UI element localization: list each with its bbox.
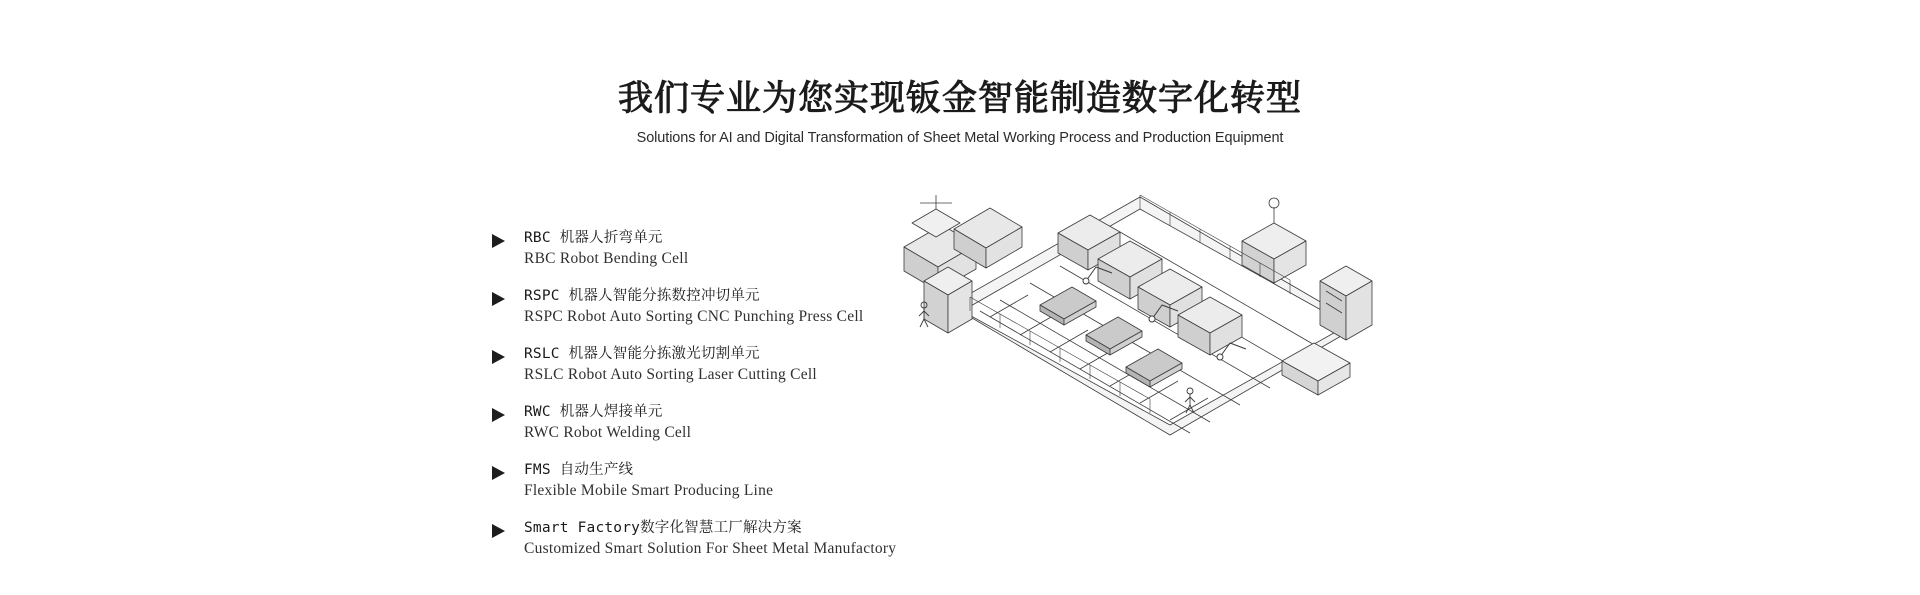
triangle-right-icon	[492, 292, 505, 306]
list-item[interactable]	[492, 402, 922, 443]
list-item[interactable]	[492, 286, 922, 327]
list-item-label-cn: RBC 机器人折弯单元	[524, 230, 663, 246]
list-item[interactable]	[492, 228, 922, 269]
list-item[interactable]	[492, 344, 922, 385]
list-item-label-cn: RSLC 机器人智能分拣激光切割单元	[524, 346, 760, 362]
list-item-label-en: Customized Smart Solution For Sheet Metal Manufactory	[524, 540, 897, 557]
list-item-label-cn: Smart Factory数字化智慧工厂解决方案	[524, 520, 802, 536]
list-item-label-en: RSLC Robot Auto Sorting Laser Cutting Cell	[524, 366, 817, 383]
list-item-label-en: RWC Robot Welding Cell	[524, 424, 692, 441]
feature-list	[492, 228, 922, 559]
triangle-right-icon	[492, 524, 505, 538]
list-item[interactable]	[492, 518, 922, 559]
triangle-right-icon	[492, 234, 505, 248]
list-item-label-cn: RWC 机器人焊接单元	[524, 404, 663, 420]
page-title: 我们专业为您实现钣金智能制造数字化转型	[617, 79, 1302, 118]
list-item-label-cn: RSPC 机器人智能分拣数控冲切单元	[524, 288, 760, 304]
factory-line-illustration	[890, 185, 1450, 445]
list-item-label-en: RSPC Robot Auto Sorting CNC Punching Press Cell	[524, 308, 864, 325]
triangle-right-icon	[492, 408, 505, 422]
header	[0, 78, 1920, 147]
list-item[interactable]	[492, 460, 922, 501]
list-item-label-en: RBC Robot Bending Cell	[524, 250, 689, 267]
list-item-label-en: Flexible Mobile Smart Producing Line	[524, 482, 774, 499]
page-subtitle: Solutions for AI and Digital Transformation of Sheet Metal Working Process and Production Equipment	[636, 130, 1284, 146]
triangle-right-icon	[492, 350, 505, 364]
triangle-right-icon	[492, 466, 505, 480]
list-item-label-cn: FMS 自动生产线	[524, 462, 634, 478]
